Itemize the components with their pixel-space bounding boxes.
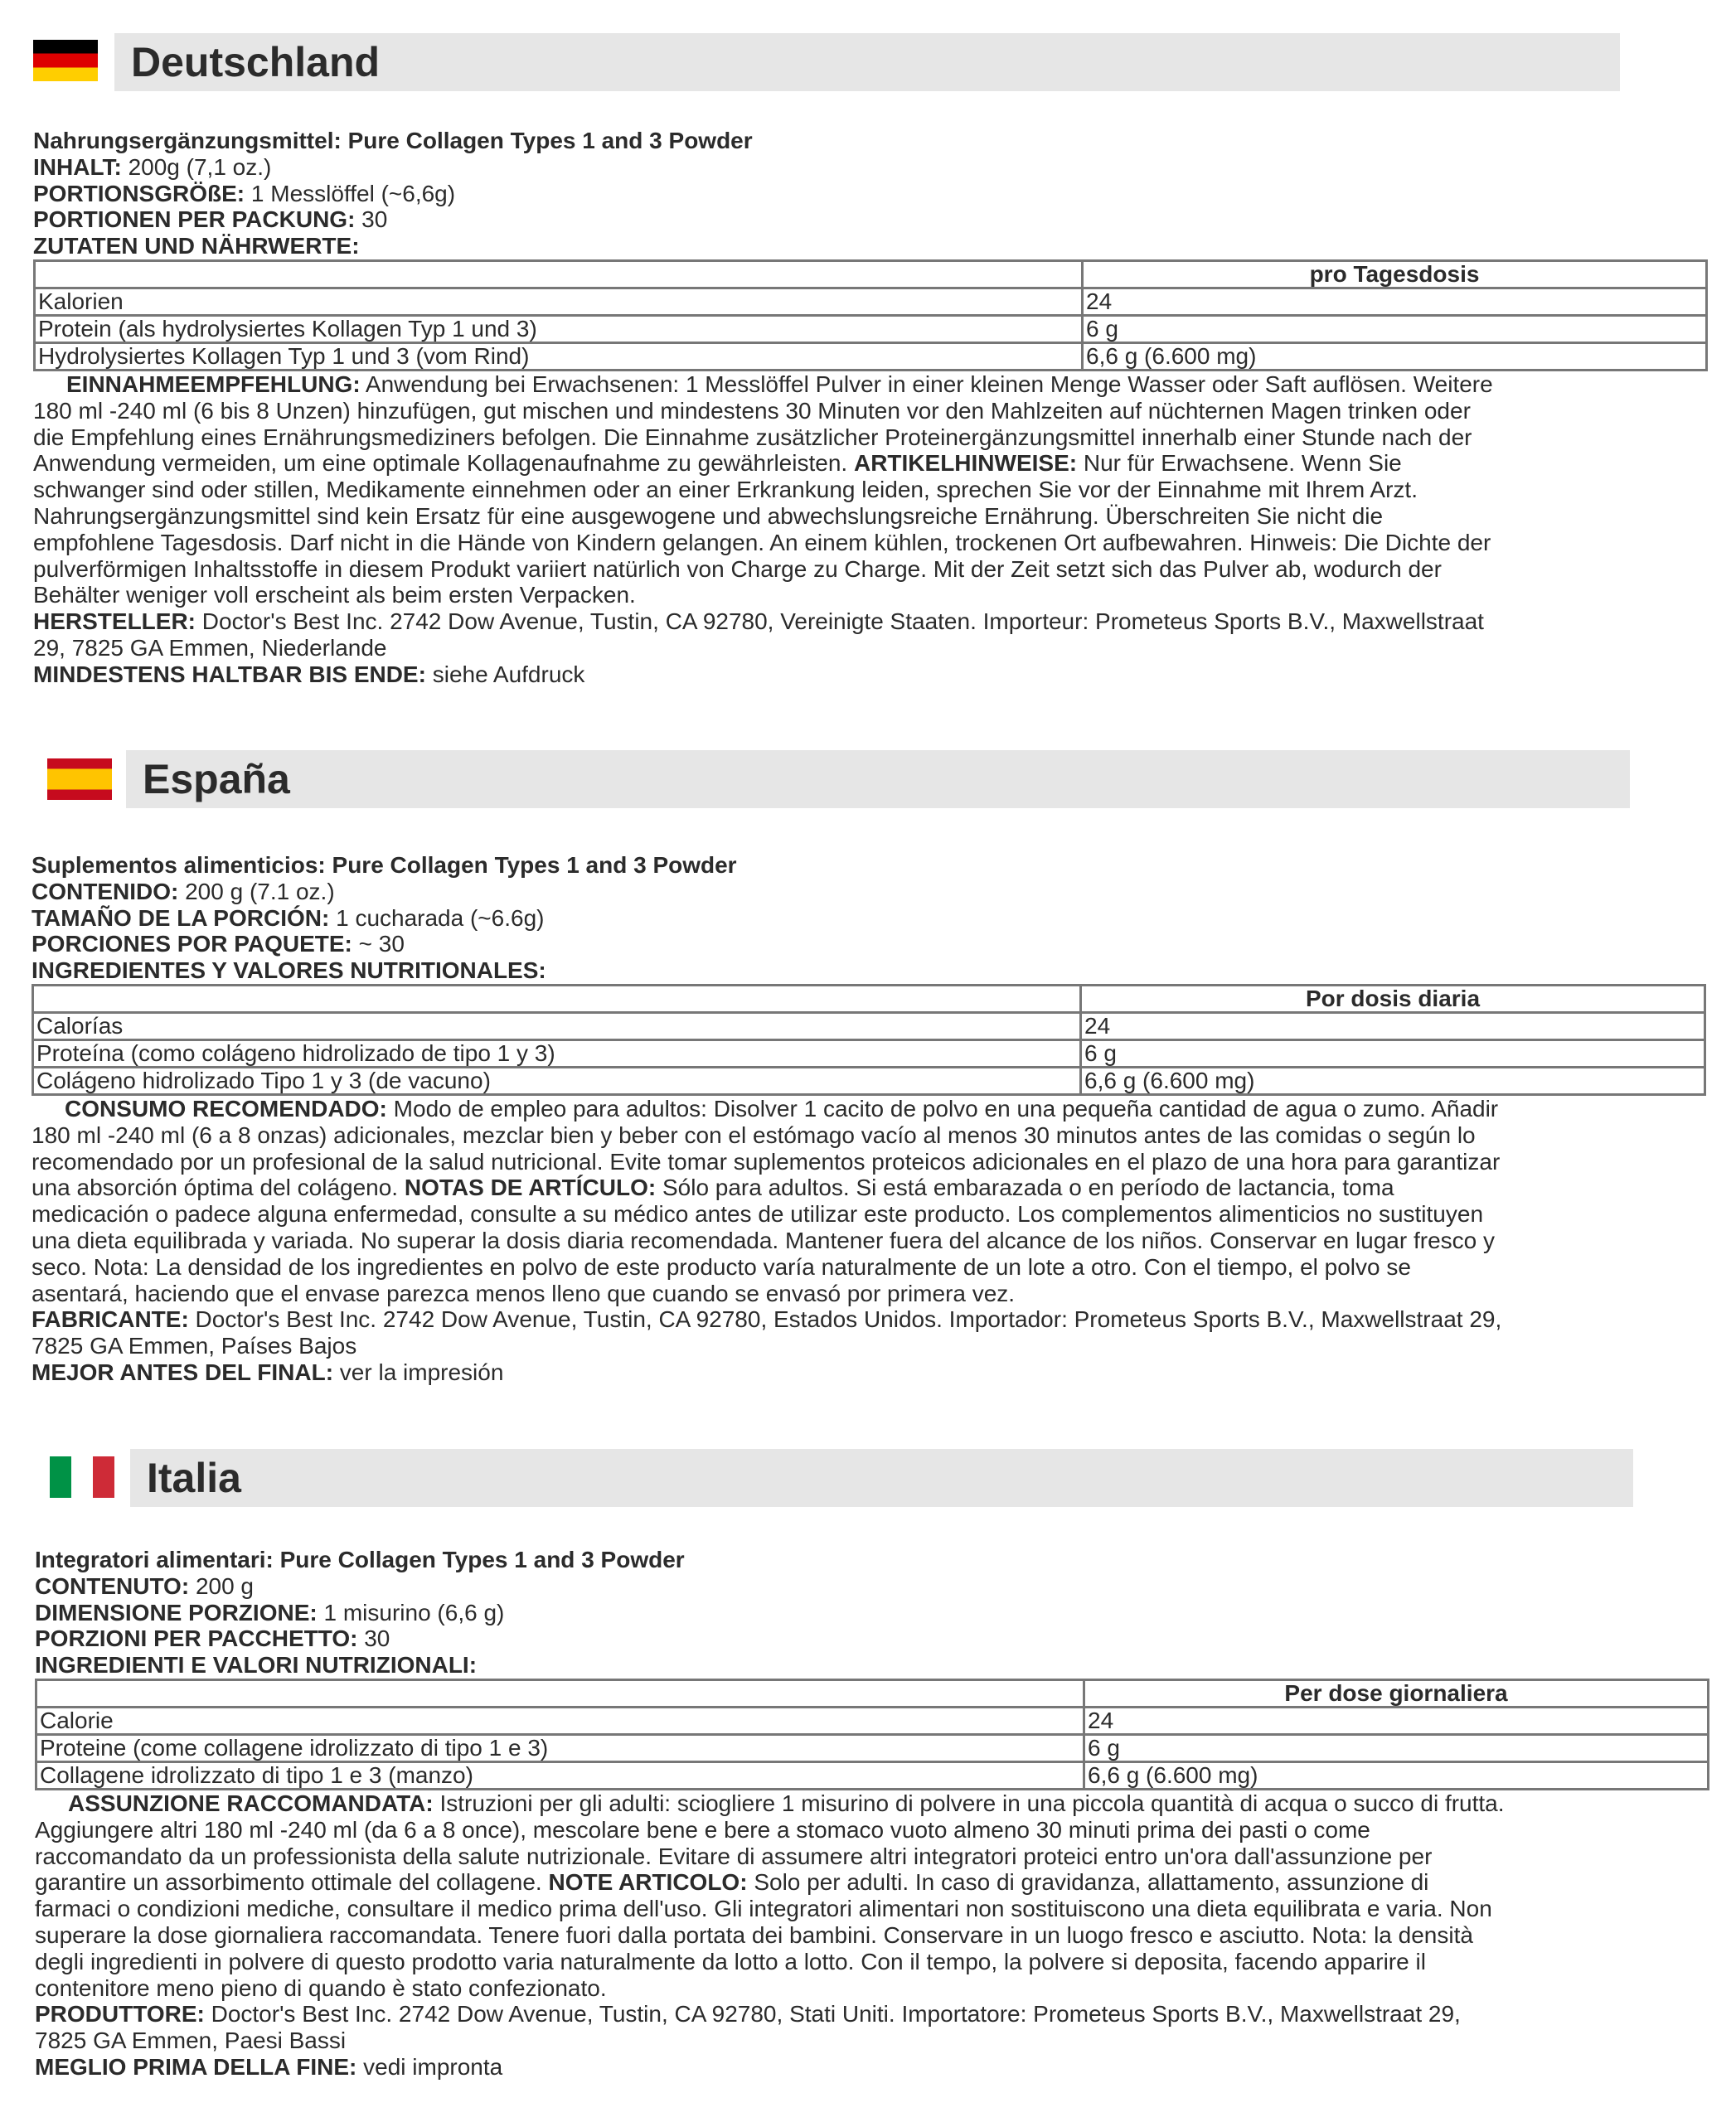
maker-text: 7825 GA Emmen, Países Bajos [32,1333,357,1359]
italian-flag-icon [50,1456,114,1498]
usage-label: EINNAHMEEMPFEHLUNG: [66,371,361,397]
table-row [33,1039,1705,1067]
fact-value: 30 [361,206,388,233]
section-title: España [126,750,1630,808]
fact-label: PORTIONEN PER PACKUNG: [33,206,356,233]
ingredients-heading: ZUTATEN UND NÄHRWERTE: [33,233,360,259]
usage-text: 180 ml -240 ml (6 a 8 onzas) adicionales, mezclar bien y beber con el estómago vacío al menos 30 minutos antes de las comidas o según lo [32,1122,1476,1148]
usage-text: raccomandato da un professionista della salute nutrizionale. Evitare di assumere altri integratori proteici entro un'ora dall'assunzione per [35,1843,1433,1869]
fact-value: 200g (7,1 oz.) [128,153,272,180]
usage-label: CONSUMO RECOMENDADO: [65,1095,387,1122]
maker-label: PRODUTTORE: [35,2001,205,2028]
bestbefore-label: MEJOR ANTES DEL FINAL: [32,1359,334,1385]
usage-text: 180 ml -240 ml (6 bis 8 Unzen) hinzufügen, gut mischen und mindestens 30 Minuten vor den Mahlzeiten auf nüchternen Magen trinken oder [33,397,1471,424]
notes-text: Nahrungsergänzungsmittel sind kein Ersatz für eine ausgewogene und abwechslungsreiche Ernährung. Überschreiten Sie nicht die [33,502,1384,529]
fact-label: TAMAÑO DE LA PORCIÓN: [32,904,330,931]
section-body [35,1547,1709,2081]
table-cell-name: Kalorien [35,288,1083,315]
section-body [32,852,1706,1386]
nutrition-table [35,1679,1709,1790]
usage-label: ASSUNZIONE RACCOMANDATA: [68,1790,434,1816]
fact-value: 1 cucharada (~6.6g) [336,904,545,931]
notes-text: schwanger sind oder stillen, Medikamente einnehmen oder an einer Erkrankung leiden, sprechen Sie vor der Einnahme mit Ihrem Arzt. [33,477,1418,503]
product-line: Nahrungsergänzungsmittel: Pure Collagen Types 1 and 3 Powder [33,128,753,153]
table-cell-name: Hydrolysiertes Kollagen Typ 1 und 3 (vom Rind) [35,342,1083,370]
table-column-header: Per dose giornaliera [1084,1679,1709,1707]
maker-label: HERSTELLER: [33,608,196,635]
table-row [33,1067,1705,1094]
section-body [33,128,1708,688]
fact-value: ~ 30 [358,931,405,957]
table-column-header: pro Tagesdosis [1083,260,1707,288]
table-cell-value: 6 g [1081,1039,1705,1067]
notes-text: superare la dose giornaliera raccomandata. Tenere fuori dalla portata dei bambini. Conservare in un luogo fresco e asciutto. Nota: la densità [35,1921,1473,1948]
table-header-row [36,1679,1709,1707]
fact-value: 30 [364,1625,390,1652]
usage-text: Istruzioni per gli adulti: sciogliere 1 misurino di polvere in una piccola quantità di acqua o succo di frutta. [439,1790,1505,1816]
usage-text: recomendado por un profesional de la salud nutricional. Evite tomar suplementos proteicos adicionales en el plazo de una hora para garantizar [32,1148,1501,1175]
maker-text: Doctor's Best Inc. 2742 Dow Avenue, Tustin, CA 92780, Estados Unidos. Importador: Prometeus Sports B.V., Maxwellstraat 29, [195,1306,1502,1333]
table-row [35,342,1707,370]
table-cell-name: Colágeno hidrolizado Tipo 1 y 3 (de vacuno) [33,1067,1081,1094]
maker-text: Doctor's Best Inc. 2742 Dow Avenue, Tustin, CA 92780, Vereinigte Staaten. Importeur: Prometeus Sports B.V., Maxwellstraat [201,608,1484,635]
usage-text: garantire un assorbimento ottimale del collagene. [35,1869,542,1896]
notes-label: NOTE ARTICOLO: [548,1869,748,1896]
nutrition-table [32,984,1706,1096]
spanish-flag-icon [47,758,112,800]
bestbefore-text: vedi impronta [363,2053,503,2080]
maker-text: 7825 GA Emmen, Paesi Bassi [35,2028,347,2054]
table-row [33,1012,1705,1039]
table-cell-value: 6,6 g (6.600 mg) [1081,1067,1705,1094]
maker-label: FABRICANTE: [32,1306,189,1333]
section-title: Deutschland [114,33,1620,91]
table-row [36,1761,1709,1789]
notes-text: asentará, haciendo que el envase parezca menos lleno que cuando se envasó por primera vez. [32,1280,1016,1306]
usage-text: Anwendung bei Erwachsenen: 1 Messlöffel Pulver in einer kleinen Menge Wasser oder Saft auflösen. Weitere [365,371,1493,397]
notes-text: una dieta equilibrada y variada. No superar la dosis diaria recomendada. Mantener fuera del alcance de los niños. Conservar en lugar fresco y [32,1227,1496,1253]
table-cell-value: 6,6 g (6.600 mg) [1083,342,1707,370]
table-cell-value: 24 [1084,1707,1709,1734]
table-cell-value: 6,6 g (6.600 mg) [1084,1761,1709,1789]
table-cell-value: 6 g [1083,315,1707,342]
bestbefore-text: ver la impresión [339,1359,504,1385]
fact-label: PORTIONSGRÖßE: [33,180,245,206]
table-cell-name: Proteine (come collagene idrolizzato di tipo 1 e 3) [36,1734,1084,1761]
table-cell-name: Calorie [36,1707,1084,1734]
notes-text: Behälter weniger voll erscheint als beim ersten Verpacken. [33,582,636,608]
table-cell-name: Collagene idrolizzato di tipo 1 e 3 (manzo) [36,1761,1084,1789]
fact-value: 200 g (7.1 oz.) [185,878,335,904]
table-column-header: Por dosis diaria [1081,985,1705,1012]
maker-text: Doctor's Best Inc. 2742 Dow Avenue, Tustin, CA 92780, Stati Uniti. Importatore: Prometeus Sports B.V., Maxwellstraat 29, [211,2001,1461,2028]
table-cell-name: Proteína (como colágeno hidrolizado de tipo 1 y 3) [33,1039,1081,1067]
bestbefore-text: siehe Aufdruck [432,661,585,687]
table-cell-value: 24 [1081,1012,1705,1039]
table-header-row [33,985,1705,1012]
german-flag-icon [33,40,98,81]
ingredients-heading: INGREDIENTI E VALORI NUTRIZIONALI: [35,1652,478,1679]
notes-text: seco. Nota: La densidad de los ingredientes en polvo de este producto varía naturalmente de un lote a otro. Con el tiempo, el polvo se [32,1253,1411,1280]
table-header-row [35,260,1707,288]
table-cell-name: Calorías [33,1012,1081,1039]
maker-text: 29, 7825 GA Emmen, Niederlande [33,634,387,661]
table-row [36,1734,1709,1761]
table-row [35,288,1707,315]
fact-value: 1 Messlöffel (~6,6g) [250,180,456,206]
fact-label: DIMENSIONE PORZIONE: [35,1599,318,1625]
notes-text: degli ingredienti in polvere di questo prodotto varia naturalmente da lotto a lotto. Con il tempo, la polvere si deposita, facendo apparire il [35,1948,1426,1974]
notes-text: Solo per adulti. In caso di gravidanza, allattamento, assunzione di [754,1869,1429,1896]
bestbefore-label: MEGLIO PRIMA DELLA FINE: [35,2053,357,2080]
fact-label: CONTENUTO: [35,1572,190,1599]
notes-text: pulverförmigen Inhaltsstoffe in diesem Produkt variiert natürlich von Charge zu Charge. Mit der Zeit setzt sich das Pulver ab, wodurch der [33,555,1442,582]
notes-text: medicación o padece alguna enfermedad, consulte a su médico antes de utilizar este producto. Los complementos alimenticios no sustituyen [32,1201,1484,1228]
product-line: Integratori alimentari: Pure Collagen Types 1 and 3 Powder [35,1547,685,1572]
notes-text: Nur für Erwachsene. Wenn Sie [1083,450,1402,477]
fact-label: PORCIONES POR PAQUETE: [32,931,352,957]
section-title: Italia [130,1449,1633,1507]
table-cell-value: 6 g [1084,1734,1709,1761]
notes-text: farmaci o condizioni mediche, consultare il medico prima dell'uso. Gli integratori alimentari non sostituiscono una dieta equilibrata e varia. Non [35,1896,1492,1922]
usage-text: Aggiungere altri 180 ml -240 ml (da 6 a 8 once), mescolare bene e bere a stomaco vuoto almeno 30 minuti prima dei pasti o come [35,1816,1370,1843]
fact-label: CONTENIDO: [32,878,179,904]
notes-label: NOTAS DE ARTÍCULO: [404,1175,657,1201]
fact-label: INHALT: [33,153,122,180]
notes-label: ARTIKELHINWEISE: [853,450,1078,477]
product-line: Suplementos alimenticios: Pure Collagen Types 1 and 3 Powder [32,852,737,878]
ingredients-heading: INGREDIENTES Y VALORES NUTRITIONALES: [32,957,546,984]
usage-text: una absorción óptima del colágeno. [32,1175,399,1201]
table-row [36,1707,1709,1734]
fact-value: 200 g [195,1572,255,1599]
table-cell-name: Protein (als hydrolysiertes Kollagen Typ 1 und 3) [35,315,1083,342]
nutrition-table [33,259,1708,371]
fact-value: 1 misurino (6,6 g) [323,1599,505,1625]
table-cell-value: 24 [1083,288,1707,315]
usage-text: Anwendung vermeiden, um eine optimale Kollagenaufnahme zu gewährleisten. [33,450,848,477]
usage-text: die Empfehlung eines Ernährungsmediziners befolgen. Die Einnahme zusätzlicher Proteinergänzungsmittel innerhalb einer Stunde nach der [33,424,1472,450]
notes-text: contenitore meno pieno di quando è stato confezionato. [35,1974,607,2001]
notes-text: empfohlene Tagesdosis. Darf nicht in die Hände von Kindern gelangen. An einem kühlen, trockenen Ort aufbewahren. Hinweis: Die Dichte der [33,529,1491,555]
usage-text: Modo de empleo para adultos: Disolver 1 cacito de polvo en una pequeña cantidad de agua o zumo. Añadir [393,1095,1499,1122]
fact-label: PORZIONI PER PACCHETTO: [35,1625,358,1652]
notes-text: Sólo para adultos. Si está embarazada o en período de lactancia, toma [662,1175,1394,1201]
bestbefore-label: MINDESTENS HALTBAR BIS ENDE: [33,661,426,687]
table-row [35,315,1707,342]
